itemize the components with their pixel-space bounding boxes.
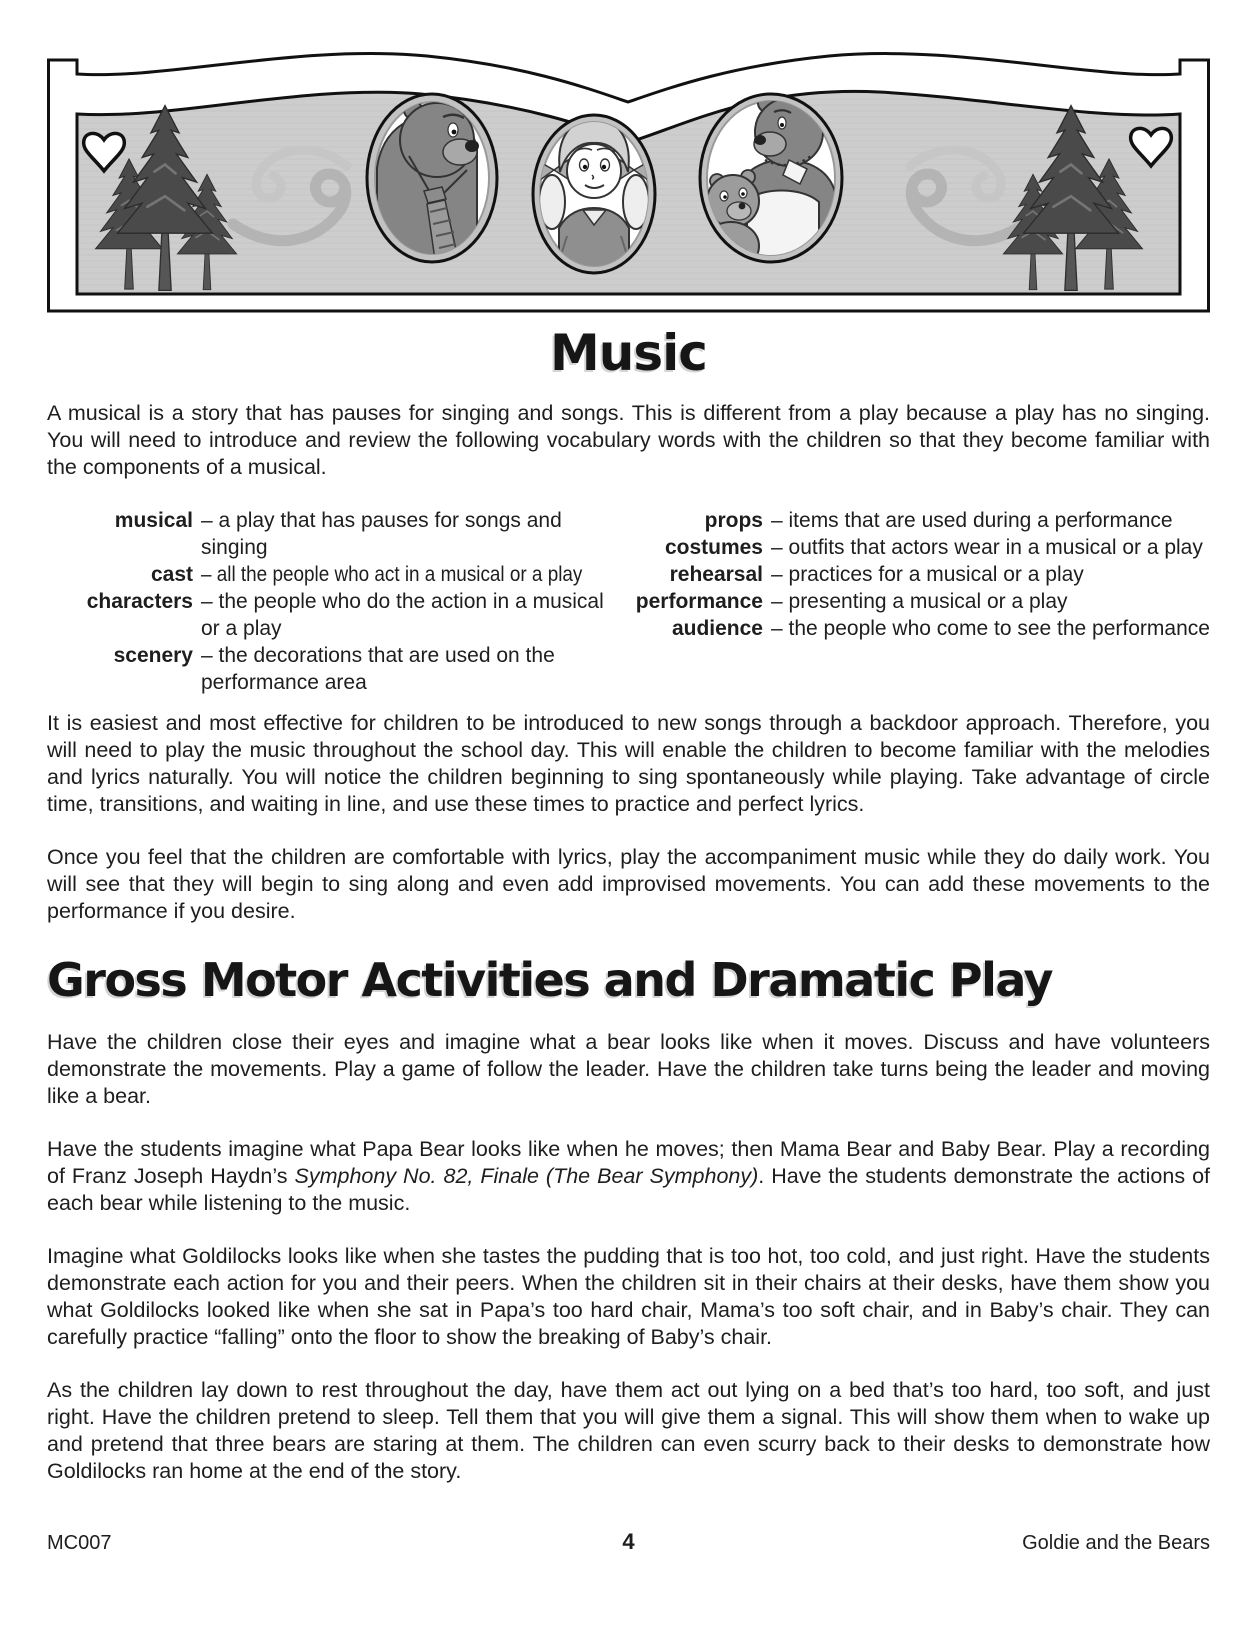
goldilocks-chairs-paragraph: Imagine what Goldilocks looks like when she tastes the pudding that is too hot, too cold, and just right. Have the students demonstrate each action for you and their peers. When the children sit in their chairs at their desks, have them show you what Goldilocks looked like when she sat in Papa’s too hard chair, Mama’s too soft chair, and in Baby’s chair. They can carefully practice “falling” onto the floor to show the breaking of Baby’s chair. [47,1244,1210,1350]
rest-and-wake-paragraph: As the children lay down to rest throughout the day, have them act out lying on a bed that’s too hard, too soft, and just right. Have the children pretend to sleep. Tell them that you will give them a signal. This will show them when to wake up and pretend that three bears are staring at them. The children can even scurry back to their desks to demonstrate how Goldilocks ran home at the end of the story. [47,1378,1210,1484]
bear-movement-paragraph: Have the children close their eyes and imagine what a bear looks like when it moves. Discuss and have volunteers demonstrate the movements. Play a game of follow the leader. Have the children take turns being the leader and moving like a bear. [47,1030,1210,1109]
vocab-term: musical [114,508,193,532]
vocab-term: props [704,508,763,532]
vocab-definition: – practices for a musical or a play [771,562,1084,586]
page-footer [47,1529,1210,1555]
vocab-term: audience [671,616,763,640]
vocab-term: scenery [113,643,193,667]
gross-motor-section-title: Gross Motor Activities and Dramatic Play [47,952,1052,1007]
symphony-title-italic: Symphony No. 82, Finale (The Bear Symphony) [294,1164,759,1189]
music-intro-paragraph: A musical is a story that has pauses for singing and songs. This is different from a play because a play has no singing. You will need to introduce and review the following vocabulary words with the children so that they become familiar with the components of a musical. [47,400,1210,479]
vocab-definition: – the people who come to see the performance [771,616,1210,640]
vocab-term: rehearsal [669,562,763,586]
vocabulary-left-column [47,507,604,696]
page-number: 4 [622,1529,635,1555]
vocab-term: performance [635,589,763,613]
music-section-title: Music [550,324,707,382]
paragraph-text: Have the students imagine what Papa Bear looks like when he moves; then Mama Bear and Baby Bear. Play a recording of Franz Joseph Haydn’s [47,1137,1210,1189]
goldilocks-portrait [533,115,655,273]
vocab-definition: – items that are used during a performance [771,508,1173,532]
papa-bear-portrait [367,94,497,262]
vocabulary-list [47,507,1210,696]
header-banner-illustration [47,48,1210,313]
vocab-definition: – a play that has pauses for songs and singing [201,508,562,559]
vocab-definition: – presenting a musical or a play [771,589,1068,613]
music-backdoor-paragraph: It is easiest and most effective for children to be introduced to new songs through a backdoor approach. Therefore, you will need to play the music throughout the school day. This will enable the children to become familiar with the melodies and lyrics naturally. You will notice the children beginning to sing spontaneously while playing. Take advantage of circle time, transitions, and waiting in line, and use these times to practice and perfect lyrics. [47,710,1210,816]
book-title: Goldie and the Bears [1022,1532,1210,1555]
vocab-term: cast [150,562,193,586]
vocabulary-right-column [611,507,1210,696]
vocab-definition: – all the people who act in a musical or a play [201,562,583,586]
paragraph-text: . Have the students demonstrate the actions of each bear while listening to the music. [47,1164,1211,1216]
product-code: MC007 [47,1532,112,1555]
haydn-symphony-paragraph [47,1136,1210,1217]
vocab-term: characters [86,589,193,613]
music-accompaniment-paragraph: Once you feel that the children are comfortable with lyrics, play the accompaniment music while they do daily work. You will see that they will begin to sing along and even add improvised movements. You can add these movements to the performance if you desire. [47,844,1210,923]
vocab-term: costumes [664,535,763,559]
vocab-definition: – the people who do the action in a musical or a play [201,589,604,640]
vocab-definition: – the decorations that are used on the performance area [201,643,555,694]
vocab-definition: – outfits that actors wear in a musical or a play [771,535,1203,559]
